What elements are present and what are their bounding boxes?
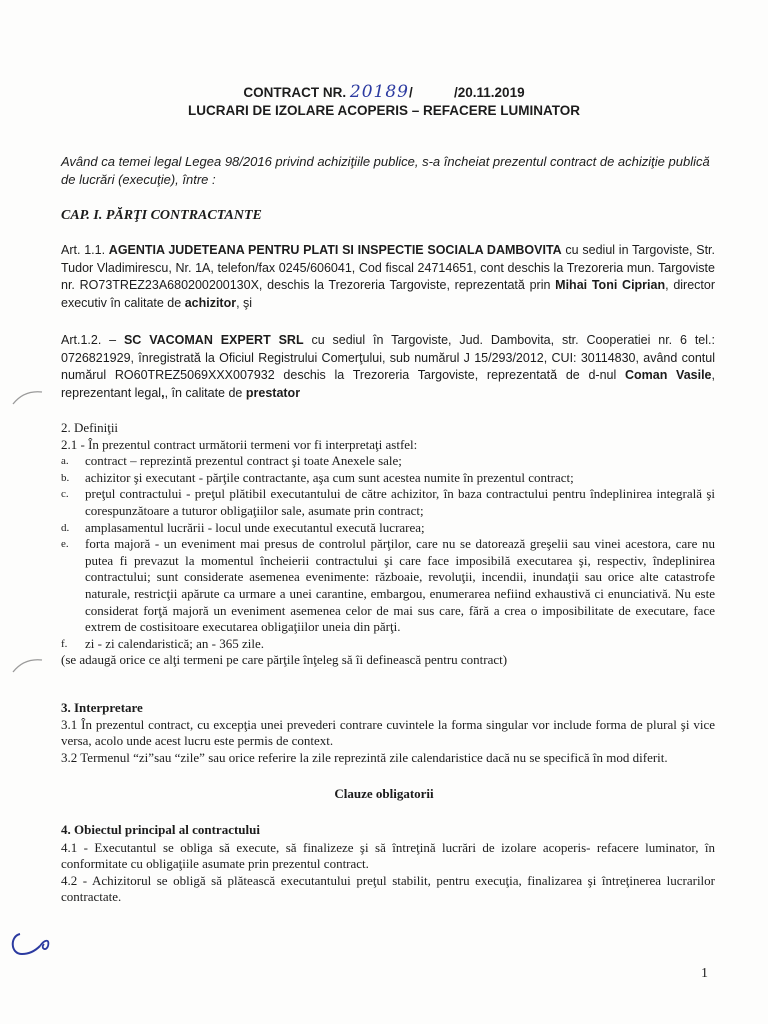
chapter-title: CAP. I. PĂRŢI CONTRACTANTE (61, 208, 262, 223)
contract-prefix: CONTRACT NR. (243, 85, 347, 100)
article-1-2-text3: , în calitate de (164, 385, 246, 400)
article-1-1 (61, 242, 715, 312)
definition-label: e. (61, 538, 69, 551)
article-1-2-text1: cu sediul în Targoviste, Jud. Dambovita, str. Cooperatiei nr. 6 tel.: 0726821929, înregistrată la Oficiul Registrului Comerţului, sub numărul J 15/293/2012, CUI: 30114830, având contul numărul RO60TREZ5069XXX007932 deschis la Trezoreria Targoviste, reprezentată de d-nul (61, 333, 715, 382)
interpretation-title: 3. Interpretare (61, 700, 143, 715)
article-1-1-role: achizitor (184, 295, 237, 310)
definition-text: amplasamentul lucrării - locul unde executantul execută lucrarea; (85, 519, 425, 535)
contract-subtitle: LUCRARI DE IZOLARE ACOPERIS – REFACERE LUMINATOR (187, 103, 581, 118)
definitions-note: (se adaugă orice ce alţi termeni pe care părţile înţeleg să îi definească pentru contract) (61, 652, 508, 668)
article-1-2-representative: Coman Vasile (624, 368, 712, 382)
object-paragraph-1: 4.1 - Executantul se obliga să execute, să finalizeze şi să întreţină lucrări de izolare acoperis- refacere luminator, în conformitate cu obligaţiile asumate prin prezentul contract. (61, 839, 715, 872)
margin-pencil-mark-icon (10, 384, 46, 410)
definition-label: c. (61, 488, 69, 501)
definition-item (61, 470, 715, 487)
article-1-1-text3: , şi (236, 295, 253, 310)
definition-item (61, 536, 715, 636)
object-title: 4. Obiectul principal al contractului (61, 822, 260, 837)
interpretation-paragraph-2: 3.2 Termenul “zi”sau “zile” sau orice referire la zile reprezintă zile calendaristice dacă nu se specifică în mod diferit. (61, 749, 668, 765)
handwritten-contract-number: 20189 (349, 82, 409, 102)
definition-label: b. (61, 471, 70, 484)
definition-item (61, 520, 715, 537)
page-number: 1 (701, 966, 708, 981)
definition-label: d. (61, 521, 70, 534)
article-1-2-party: SC VACOMAN EXPERT SRL (123, 333, 304, 347)
definitions-title: 2. Definiţii (61, 420, 119, 435)
object-paragraph-2: 4.2 - Achizitorul se obligă să plătească executantului preţul stabilit, pentru execuţia, finalizarea şi întreţinerea lucrarilor contractate. (61, 872, 715, 905)
contract-title (0, 82, 768, 102)
article-1-2-comma: , (161, 385, 165, 400)
definition-item (61, 486, 715, 519)
article-1-1-prefix: Art. 1.1. (61, 243, 109, 257)
definition-text: contract – reprezintă prezentul contract şi toate Anexele sale; (85, 453, 402, 469)
definition-label: a. (61, 455, 69, 468)
object-section (61, 822, 715, 906)
definitions-lead: 2.1 - În prezentul contract următorii termeni vor fi interpretaţi astfel: (61, 436, 418, 452)
definition-item (61, 636, 715, 653)
article-1-1-party: AGENTIA JUDETEANA PENTRU PLATI SI INSPECTIE SOCIALA DAMBOVITA (108, 243, 562, 257)
interpretation-paragraph-1: 3.1 În prezentul contract, cu excepţia unei prevederi contrare cuvintele la forma singular vor include forma de plural şi vice versa, acolo unde acest lucru este permis de context. (61, 716, 715, 749)
article-1-2-text2: , reprezentant legal (61, 368, 715, 400)
article-1-1-text2: , director executiv în calitate de (61, 278, 715, 310)
initials-signature-icon (6, 924, 56, 964)
definition-item (61, 453, 715, 470)
clauze-title: Clauze obligatorii (334, 786, 434, 801)
margin-pencil-mark-icon (10, 652, 46, 678)
definition-text: achizitor şi executant - părţile contractante, aşa cum sunt acestea numite în prezentul contract; (85, 469, 574, 485)
intro-paragraph: Având ca temei legal Legea 98/2016 privind achiziţiile publice, s-a încheiat prezentul contract de achiziţie publică de lucrări (execuţie), între : (61, 154, 710, 187)
definition-label: f. (61, 637, 68, 650)
article-1-2-prefix: Art.1.2. – (61, 333, 124, 347)
definition-text: preţul contractului - preţul plătibil executantului de către achizitor, în baza contractului pentru îndeplinirea integrală şi corespunzătoare a tuturor obligaţiilor sale, asumate prin contract; (85, 486, 715, 518)
definitions-section (61, 420, 715, 669)
definition-text: forta majoră - un eveniment mai presus de controlul părţilor, care nu se datorează greşelii sau vinei acestora, care nu putea fi prevazut la momentul încheierii contractului şi care face imposibilă executarea şi, respectiv, îndeplinirea contractului; sunt considerate asemenea evenimente: războaie, revoluţii, incendii, inundaţii sau orice alte catastrofe naturale, restricţii apărute ca urmare a unei carantine, embargou, enumerarea nefiind exhaustivă ci enunciativă. Nu este considerat forţă majoră un eveniment asemenea celor de mai sus care, fără a crea o imposibilitate de executare, face extrem de costisitoare executarea obligaţiilor uneia din părţi. (85, 536, 715, 635)
interpretation-section (61, 700, 715, 766)
definition-text: zi - zi calendaristică; an - 365 zile. (85, 635, 265, 651)
article-1-2-role: prestator (245, 385, 301, 400)
article-1-1-representative: Mihai Toni Ciprian (555, 278, 666, 292)
article-1-1-text1: cu sediul in Targoviste, Str. Tudor Vladimirescu, Nr. 1A, telefon/fax 0245/606041, Cod fiscal 24714651, cont deschis la Trezoreria mun. Targoviste nr. RO73TREZ23A680200200130X, deschis la Trezoreria Targoviste, reprezentată prin (61, 243, 715, 292)
article-1-2 (61, 332, 715, 402)
contract-date: / /20.11.2019 (409, 85, 525, 100)
